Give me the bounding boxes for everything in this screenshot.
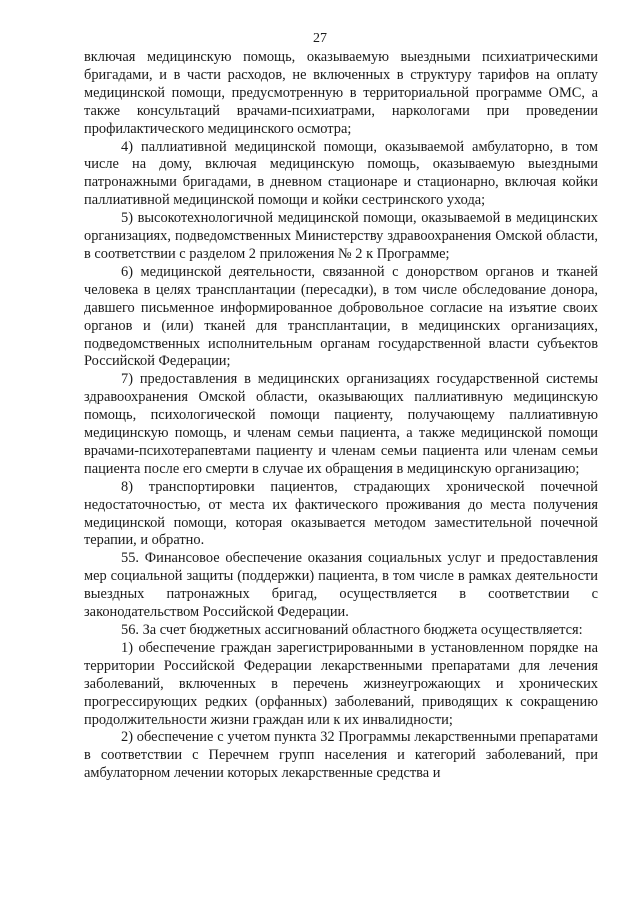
paragraph-item-8: 8) транспортировки пациентов, страдающих хронической почечной недостаточностью, от места их фактического проживания до места получения медицинской помощи, которая оказывается методом заместительной почечной терапии, и обратно. bbox=[84, 478, 598, 549]
paragraph-item-6: 6) медицинской деятельности, связанной с донорством органов и тканей человека в целях трансплантации (пересадки), в том числе обследование донора, давшего письменное информированное добровольное согласие на изъятие своих органов и (или) тканей для трансплантации, в медицинских организациях, подведомственных исполнительным органам государственной власти субъектов Российской Федерации; bbox=[84, 263, 598, 370]
paragraph-item-7: 7) предоставления в медицинских организациях государственной системы здравоохранения Омской области, оказывающих паллиативную медицинскую помощь, психологической помощи пациенту, получающему паллиативную медицинскую помощь, и членам семьи пациента, а также медицинской помощи врачами-психотерапевтами пациенту и членам семьи пациента или членам семьи пациента после его смерти в случае их обращения в медицинскую организацию; bbox=[84, 371, 598, 477]
paragraph-item-4: 4) паллиативной медицинской помощи, оказываемой амбулаторно, в том числе на дому, включая медицинскую помощь, оказываемую выездными патронажными бригадами, в дневном стационаре и стационарно, включая койки паллиативной медицинской помощи и койки сестринского ухода; bbox=[84, 138, 598, 209]
paragraph-item-5: 5) высокотехнологичной медицинской помощи, оказываемой в медицинских организациях, подведомственных Министерству здравоохранения Омской области, в соответствии с разделом 2 приложения № 2 к Программе; bbox=[84, 210, 598, 262]
page-number: 27 bbox=[313, 31, 327, 46]
paragraph-section-55: 55. Финансовое обеспечение оказания социальных услуг и предоставления мер социальной защиты (поддержки) пациента, в том числе в рамках деятельности выездных патронажных бригад, осуществляется в соответствии с законодательством Российской Федерации. bbox=[84, 550, 598, 621]
paragraph-continuation: включая медицинскую помощь, оказываемую выездными психиатрическими бригадами, и в части расходов, не включенных в структуру тарифов на оплату медицинской помощи, предусмотренную в территориальной программе ОМС, а также консультаций врачами-психиатрами, наркологами при проведении профилактического медицинского осмотра; bbox=[84, 49, 598, 137]
paragraph-section-56: 56. За счет бюджетных ассигнований областного бюджета осуществляется: bbox=[121, 622, 583, 638]
document-body bbox=[84, 49, 598, 783]
paragraph-section-56-item-2: 2) обеспечение с учетом пункта 32 Программы лекарственными препаратами в соответствии с Перечнем групп населения и категорий заболеваний, при амбулаторном лечении которых лекарственные средства и bbox=[84, 729, 598, 782]
paragraph-section-56-item-1: 1) обеспечение граждан зарегистрированными в установленном порядке на территории Российской Федерации лекарственными препаратами для лечения заболеваний, включенных в перечень жизнеугрожающих и хронических прогрессирующих редких (орфанных) заболеваний, приводящих к сокращению продолжительности жизни граждан или к их инвалидности; bbox=[84, 639, 598, 728]
